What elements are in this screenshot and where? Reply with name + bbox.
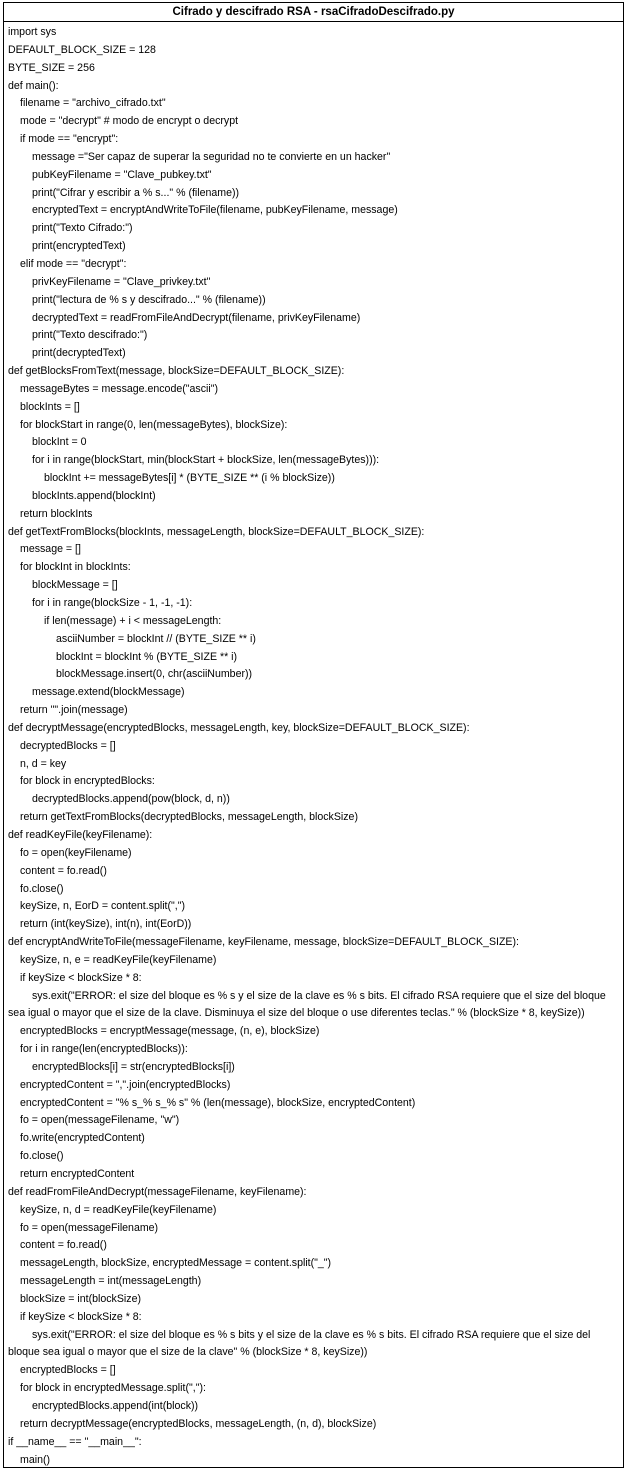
code-line: messageLength, blockSize, encryptedMessage = content.split("_") — [20, 1257, 332, 1270]
code-line: def encryptAndWriteToFile(messageFilename, keyFilename, message, blockSize=DEFAULT_BLOCK_SIZE): — [8, 936, 519, 949]
code-line: decryptedBlocks.append(pow(block, d, n)) — [32, 793, 230, 806]
code-line: for blockInt in blockInts: — [20, 561, 131, 574]
code-line: import sys — [8, 26, 57, 38]
code-line: encryptedContent = "% s_% s_% s" % (len(message), blockSize, encryptedContent) — [20, 1096, 416, 1109]
code-line: filename = "archivo_cifrado.txt" — [20, 97, 166, 110]
code-line: blockMessage.insert(0, chr(asciiNumber)) — [56, 668, 253, 681]
listing-title: Cifrado y descifrado RSA - rsaCifradoDescifrado.py — [4, 3, 623, 22]
code-line: main() — [20, 1453, 51, 1466]
code-line: def getTextFromBlocks(blockInts, messageLength, blockSize=DEFAULT_BLOCK_SIZE): — [8, 525, 425, 538]
code-line: elif mode == "decrypt": — [20, 257, 127, 270]
code-line: blockInt = blockInt % (BYTE_SIZE ** i) — [56, 650, 238, 663]
code-line: fo.close() — [20, 882, 64, 895]
code-line: def getBlocksFromText(message, blockSize=DEFAULT_BLOCK_SIZE): — [8, 365, 345, 378]
code-line: return "".join(message) — [20, 704, 128, 717]
code-line: BYTE_SIZE = 256 — [8, 61, 95, 74]
code-line: sys.exit("ERROR: el size del bloque es % s bits y el size de la clave es % s bits. El cifrado RSA requiere que el size del — [32, 1328, 591, 1341]
code-line: encryptedBlocks.append(int(block)) — [32, 1399, 199, 1412]
code-line: sea igual o mayor que el size de la clave. Disminuya el size del bloque o use diferentes teclas." % (blockSize * 8, keySize)) — [8, 1007, 585, 1020]
code-line: n, d = key — [20, 757, 67, 770]
code-line: blockSize = int(blockSize) — [20, 1292, 141, 1305]
code-line: print("Cifrar y escribir a % s..." % (filename)) — [32, 186, 240, 199]
code-line: sys.exit("ERROR: el size del bloque es % s y el size de la clave es % s bits. El cifrado RSA requiere que el size del bloque — [32, 989, 606, 1002]
code-line: for i in range(blockStart, min(blockStart + blockSize, len(messageBytes))): — [32, 454, 380, 467]
code-line: encryptedText = encryptAndWriteToFile(filename, pubKeyFilename, message) — [32, 204, 398, 217]
code-line: print(encryptedText) — [32, 240, 126, 253]
code-line: message ="Ser capaz de superar la seguridad no te convierte en un hacker" — [32, 150, 391, 163]
code-line: pubKeyFilename = "Clave_pubkey.txt" — [32, 168, 212, 181]
code-line: privKeyFilename = "Clave_privkey.txt" — [32, 275, 211, 288]
code-line: bloque sea igual o mayor que el size de la clave" % (blockSize * 8, keySize)) — [8, 1346, 368, 1359]
code-line: encryptedBlocks[i] = str(encryptedBlocks[i]) — [32, 1060, 235, 1073]
code-line: if keySize < blockSize * 8: — [20, 1310, 142, 1323]
code-line: messageBytes = message.encode("ascii") — [20, 382, 219, 395]
code-line: if keySize < blockSize * 8: — [20, 971, 142, 984]
code-line: keySize, n, EorD = content.split(",") — [20, 900, 186, 913]
code-line: for block in encryptedBlocks: — [20, 775, 155, 788]
code-line: decryptedBlocks = [] — [20, 739, 116, 752]
code-line: if mode == "encrypt": — [20, 133, 119, 146]
code-line: decryptedText = readFromFileAndDecrypt(filename, privKeyFilename) — [32, 311, 361, 324]
code-line: fo.write(encryptedContent) — [20, 1132, 145, 1145]
code-line: def decryptMessage(encryptedBlocks, messageLength, key, blockSize=DEFAULT_BLOCK_SIZE): — [8, 721, 470, 734]
code-line: keySize, n, d = readKeyFile(keyFilename) — [20, 1203, 217, 1216]
code-line: fo = open(messageFilename) — [20, 1221, 159, 1234]
code-line: def readKeyFile(keyFilename): — [8, 828, 153, 841]
code-line: blockInts = [] — [20, 400, 80, 413]
code-line: blockInt += messageBytes[i] * (BYTE_SIZE ** (i % blockSize)) — [44, 472, 335, 485]
code-line: return blockInts — [20, 507, 93, 520]
code-line: print("Texto descifrado:") — [32, 329, 148, 342]
code-line: asciiNumber = blockInt // (BYTE_SIZE ** i) — [56, 632, 256, 645]
code-line: blockInts.append(blockInt) — [32, 489, 156, 502]
code-line: def main(): — [8, 79, 59, 92]
code-line: if __name__ == "__main__": — [8, 1435, 142, 1448]
code-line: encryptedBlocks = encryptMessage(message, (n, e), blockSize) — [20, 1025, 320, 1038]
code-line: return encryptedContent — [20, 1168, 135, 1180]
code-line: return decryptMessage(encryptedBlocks, messageLength, (n, d), blockSize) — [20, 1417, 377, 1430]
code-line: for block in encryptedMessage.split(","): — [20, 1382, 206, 1395]
code-block — [4, 22, 623, 1469]
code-line: fo = open(keyFilename) — [20, 846, 132, 859]
code-line: content = fo.read() — [20, 864, 107, 877]
code-line: for blockStart in range(0, len(messageBytes), blockSize): — [20, 418, 288, 431]
code-line: encryptedBlocks = [] — [20, 1364, 116, 1377]
code-line: content = fo.read() — [20, 1239, 107, 1252]
code-line: message = [] — [20, 543, 81, 556]
code-line: if len(message) + i < messageLength: — [44, 614, 222, 627]
code-line: mode = "decrypt" # modo de encrypt o decrypt — [20, 115, 239, 128]
code-line: print("lectura de % s y descifrado..." % (filename)) — [32, 293, 266, 306]
code-line: blockInt = 0 — [32, 436, 87, 449]
code-listing-frame — [3, 2, 624, 1468]
code-line: return (int(keySize), int(n), int(EorD)) — [20, 918, 192, 931]
code-line: fo.close() — [20, 1150, 64, 1163]
code-line: messageLength = int(messageLength) — [20, 1275, 202, 1288]
code-line: encryptedContent = ",".join(encryptedBlocks) — [20, 1078, 231, 1091]
code-line: print("Texto Cifrado:") — [32, 222, 133, 235]
code-line: message.extend(blockMessage) — [32, 686, 185, 699]
code-line: blockMessage = [] — [32, 579, 118, 592]
code-line: keySize, n, e = readKeyFile(keyFilename) — [20, 953, 217, 966]
code-line: return getTextFromBlocks(decryptedBlocks, messageLength, blockSize) — [20, 811, 358, 824]
code-line: for i in range(blockSize - 1, -1, -1): — [32, 597, 193, 609]
code-line: DEFAULT_BLOCK_SIZE = 128 — [8, 43, 156, 56]
code-line: print(decryptedText) — [32, 347, 126, 360]
code-line: def readFromFileAndDecrypt(messageFilename, keyFilename): — [8, 1185, 307, 1198]
code-line: for i in range(len(encryptedBlocks)): — [20, 1043, 188, 1056]
code-line: fo = open(messageFilename, "w") — [20, 1114, 180, 1127]
